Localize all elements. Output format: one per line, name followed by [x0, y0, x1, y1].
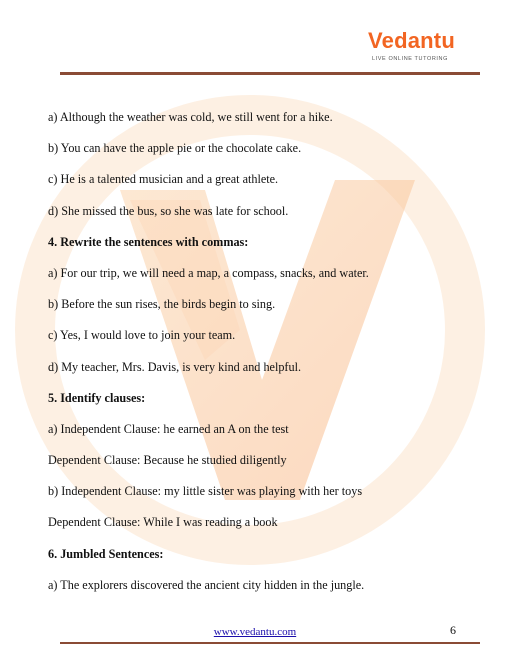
- sentence-line: c) He is a talented musician and a great athlete.: [48, 172, 279, 187]
- sentence-line: b) You can have the apple pie or the chocolate cake.: [48, 141, 302, 156]
- sentence-line: b) Independent Clause: my little sister was playing with her toys: [48, 484, 363, 499]
- sentence-line: d) She missed the bus, so she was late for school.: [48, 203, 289, 218]
- sentence-line: b) Before the sun rises, the birds begin to sing.: [48, 297, 276, 312]
- sentence-line: Dependent Clause: While I was reading a book: [48, 515, 278, 530]
- sentence-line: a) Although the weather was cold, we still went for a hike.: [48, 110, 333, 124]
- section-heading: 5. Identify clauses:: [48, 390, 146, 405]
- brand-name: Vedantu: [368, 28, 455, 53]
- sentence-line: a) Independent Clause: he earned an A on the test: [48, 421, 289, 436]
- document-body: [48, 110, 468, 609]
- header-divider: [60, 72, 480, 75]
- sentence-line: Dependent Clause: Because he studied diligently: [48, 453, 287, 468]
- vedantu-logo: [368, 28, 478, 72]
- sentence-line: d) My teacher, Mrs. Davis, is very kind and helpful.: [48, 359, 302, 374]
- sentence-line: a) For our trip, we will need a map, a compass, snacks, and water.: [48, 265, 369, 280]
- sentence-line: c) Yes, I would love to join your team.: [48, 328, 236, 343]
- sentence-line: a) The explorers discovered the ancient city hidden in the jungle.: [48, 577, 365, 592]
- section-heading: 4. Rewrite the sentences with commas:: [48, 234, 249, 249]
- brand-tagline: LIVE ONLINE TUTORING: [372, 56, 448, 62]
- page-number: 6: [450, 623, 456, 637]
- footer-website-link[interactable]: www.vedantu.com: [213, 626, 297, 638]
- section-heading: 6. Jumbled Sentences:: [48, 546, 164, 561]
- footer-divider: [60, 642, 480, 644]
